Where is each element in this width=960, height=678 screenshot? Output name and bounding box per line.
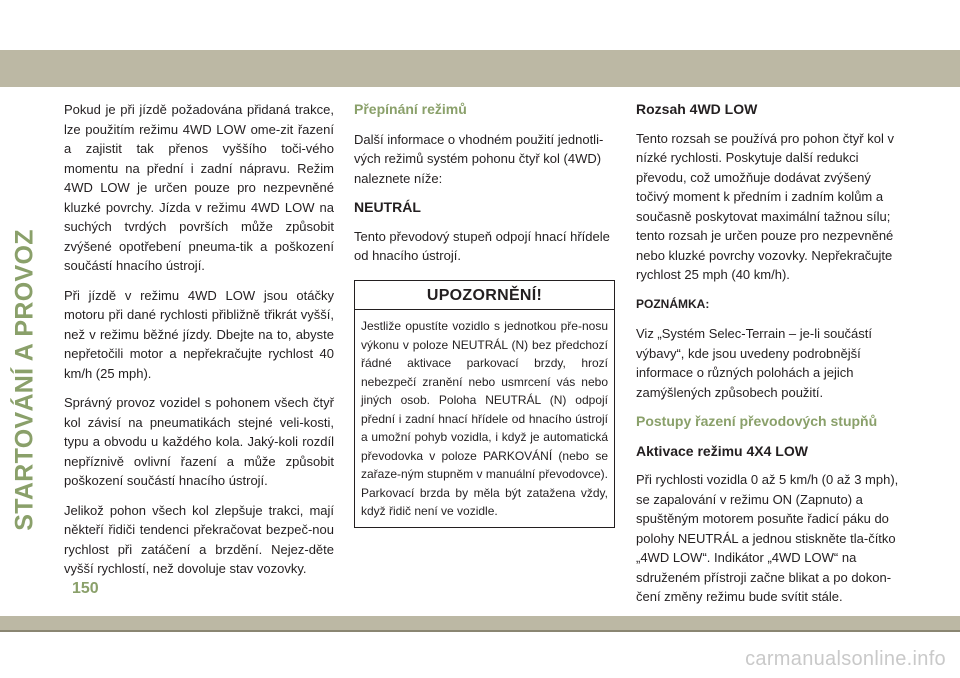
range-heading: Rozsah 4WD LOW <box>636 101 758 117</box>
neutral-heading: NEUTRÁL <box>354 199 421 215</box>
column-middle <box>354 100 617 528</box>
paragraph: Jelikož pohon všech kol zlepšuje trakci, mají někteří řidiči tendenci překračovat bezpeč-nou rychlost při zatáčení a brzdění. Nejez-děte vyšší rychlostí, než dovoluje stav vozovky. <box>64 502 334 576</box>
warning-text: Jestliže opustíte vozidlo s jednotkou pře-nosu výkonu v poloze NEUTRÁL (N) bez předchozí řádné aktivace parkovací brzdy, hrozí nebezpečí zranění nebo usmrcení vás nebo jiných osob. Poloha NEUTRÁL (N) odpojí přední i zadní hnací hřídele od hnacího ústrojí a umožní pohyb vozidla, i když je automatická převodovka v poloze PARKOVÁNÍ (nebo se zařaze-ným stupněm v manuální převodovce). Parkovací brzda by měla být zatažena vždy, když řidič není ve vozidle. <box>361 319 608 518</box>
mode-switch-heading: Přepínání režimů <box>354 101 467 117</box>
column-left <box>64 100 334 589</box>
paragraph: Pokud je při jízdě požadována přidaná trakce, lze použitím režimu 4WD LOW ome-zit řazení a zajistit tak přenos vyššího toči-vého momentu na přední i zadní nápravu. Režim 4WD LOW je určen pouze pro nezpevněné kluzké povrchy. Jízda v režimu 4WD LOW na suchých tvrdých površích může způsobit zvýšené opotřebení pneuma-tik a poškození součástí hnacího ústrojí. <box>64 102 334 273</box>
watermark: carmanualsonline.info <box>745 648 946 670</box>
column-right <box>636 100 902 617</box>
page-number: 150 <box>72 580 99 597</box>
mode-switch-intro: Další informace o vhodném použití jednotli-vých režimů systém pohonu čtyř kol (4WD) naleznete níže: <box>354 131 604 186</box>
neutral-text: Tento převodový stupeň odpojí hnací hřídele od hnacího ústrojí. <box>354 228 610 263</box>
top-margin <box>0 0 960 24</box>
activation-text: Při rychlosti vozidla 0 až 5 km/h (0 až 3 mph), se zapalování v režimu ON (Zapnuto) a spuštěným motorem posuňte řadicí páku do polohy NEUTRÁL a jednou stiskněte tla-čítko „4WD LOW“. Indikátor „4WD LOW“ na sdruženém přístroji začne blikat a po dokon-čení změny režimu bude svítit stále. <box>636 472 899 604</box>
note-label: POZNÁMKA: <box>636 296 710 311</box>
warning-box <box>354 280 615 528</box>
side-title-text: STARTOVÁNÍ A PROVOZ <box>10 229 39 531</box>
shift-procedures-heading: Postupy řazení převodových stupňů <box>636 413 878 429</box>
paragraph: Správný provoz vozidel s pohonem všech čtyř kol závisí na pneumatikách stejné veli-kosti, typu a obvodu u každého kola. Jaký-koli rozdíl nepříznivě ovlivní řazení a může způsobit poškození součástí hnacího ústrojí. <box>64 395 334 488</box>
range-text: Tento rozsah se používá pro pohon čtyř kol v nízké rychlosti. Poskytuje další redukci převodu, což umožňuje dodávat zvýšený točivý moment k předním i zadním kolům a současně poskytovat maximální tažnou sílu; tento rozsah je určen pouze pro nezpevněné nebo kluzké povrchy vozovky. Nepřekračujte rychlost 25 mph (40 km/h). <box>636 130 894 282</box>
paragraph: Při jízdě v režimu 4WD LOW jsou otáčky motoru při dané rychlosti přibližně třikrát vyšší, než v režimu běžné jízdy. Dbejte na to, abyste nepřetočili motor a nepřekračujte rychlost 40 km/h (25 mph). <box>64 287 334 381</box>
footer-stripe <box>0 630 960 632</box>
note-text: Viz „Systém Selec-Terrain – je-li součástí výbavy“, kde jsou uvedeny podrobnější informace o různých polohách a jejich zamýšlených způsobech použití. <box>636 326 873 400</box>
header-band <box>0 50 960 87</box>
footer-band <box>0 616 960 630</box>
warning-title: UPOZORNĚNÍ! <box>355 281 614 311</box>
activation-heading: Aktivace režimu 4X4 LOW <box>636 442 808 459</box>
